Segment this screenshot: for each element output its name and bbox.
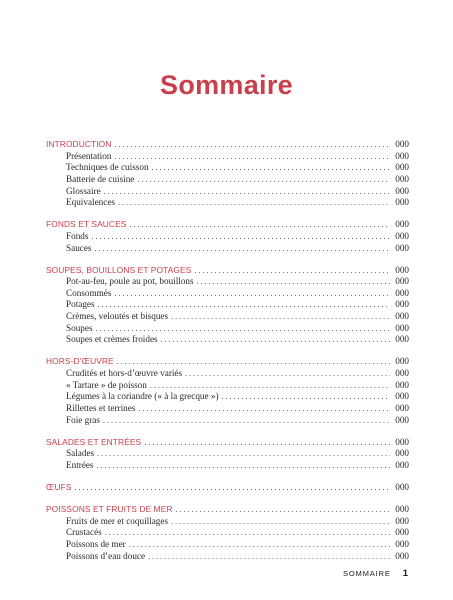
dot-leader bbox=[222, 391, 390, 403]
page-ref: 000 bbox=[395, 276, 409, 287]
dot-leader bbox=[150, 380, 390, 392]
page-ref: 000 bbox=[395, 311, 409, 322]
entry-title: Foie gras bbox=[66, 414, 100, 425]
toc-entry bbox=[46, 151, 409, 163]
toc-entry bbox=[46, 551, 409, 563]
dot-leader bbox=[171, 516, 390, 528]
entry-title: Batterie de cuisine bbox=[66, 173, 135, 184]
entry-title: Poissons de mer bbox=[66, 538, 126, 549]
entry-title: Rillettes et terrines bbox=[66, 402, 136, 413]
dot-leader bbox=[176, 504, 390, 516]
entry-title: Sauces bbox=[66, 242, 92, 253]
page-title: Sommaire bbox=[160, 70, 293, 100]
page-ref: 000 bbox=[395, 368, 409, 379]
dot-leader bbox=[96, 323, 390, 335]
page-ref: 000 bbox=[395, 299, 409, 310]
page-ref: 000 bbox=[395, 379, 409, 390]
entry-title: « Tartare » de poisson bbox=[66, 379, 147, 390]
toc-entry bbox=[46, 197, 409, 209]
section-title: SALADES ET ENTRÉES bbox=[46, 436, 142, 447]
dot-leader bbox=[152, 162, 390, 174]
page-ref: 000 bbox=[395, 264, 409, 275]
page-ref: 000 bbox=[395, 448, 409, 459]
dot-leader bbox=[138, 403, 390, 415]
dot-leader bbox=[171, 311, 390, 323]
page-ref: 000 bbox=[395, 391, 409, 402]
toc-entry bbox=[46, 334, 409, 346]
page-ref: 000 bbox=[395, 185, 409, 196]
dot-leader bbox=[114, 139, 390, 151]
page-ref: 000 bbox=[395, 242, 409, 253]
toc-entry bbox=[46, 186, 409, 198]
toc-entry bbox=[46, 368, 409, 380]
entry-title: Légumes à la coriandre (« à la grecque ») bbox=[66, 391, 219, 402]
entry-title: Glossaire bbox=[66, 185, 101, 196]
toc-section-heading bbox=[46, 504, 409, 516]
dot-leader bbox=[129, 219, 390, 231]
section-title: INTRODUCTION bbox=[46, 139, 112, 149]
toc-section bbox=[46, 437, 409, 472]
page-ref: 000 bbox=[395, 230, 409, 241]
dot-leader bbox=[114, 288, 390, 300]
toc-section bbox=[46, 219, 409, 254]
toc-entry bbox=[46, 391, 409, 403]
dot-leader bbox=[161, 334, 390, 346]
dot-leader bbox=[144, 437, 390, 449]
toc-section bbox=[46, 504, 409, 562]
toc-entry bbox=[46, 380, 409, 392]
page-ref: 000 bbox=[395, 515, 409, 526]
dot-leader bbox=[75, 482, 390, 494]
toc-entry bbox=[46, 403, 409, 415]
toc-entry bbox=[46, 415, 409, 427]
entry-title: Fonds bbox=[66, 230, 89, 241]
toc-section bbox=[46, 139, 409, 209]
dot-leader bbox=[91, 231, 390, 243]
toc-section-heading bbox=[46, 219, 409, 231]
page-ref: 000 bbox=[395, 150, 409, 161]
entry-title: Pot-au-feu, poule au pot, bouillons bbox=[66, 276, 194, 287]
toc-entry bbox=[46, 448, 409, 460]
dot-leader bbox=[103, 415, 390, 427]
toc-entry bbox=[46, 288, 409, 300]
page-ref: 000 bbox=[395, 402, 409, 413]
dot-leader bbox=[97, 460, 390, 472]
page-ref: 000 bbox=[395, 436, 409, 447]
toc-entry bbox=[46, 243, 409, 255]
toc-section-heading bbox=[46, 139, 409, 151]
entry-title: Poissons d’eau douce bbox=[66, 550, 146, 561]
entry-title: Salades bbox=[66, 448, 95, 459]
toc-section-heading bbox=[46, 356, 409, 368]
entry-title: Crustacés bbox=[66, 527, 102, 538]
toc-entry bbox=[46, 323, 409, 335]
dot-leader bbox=[194, 265, 390, 277]
dot-leader bbox=[137, 174, 390, 186]
dot-leader bbox=[98, 299, 390, 311]
running-footer-label: SOMMAIRE bbox=[342, 569, 391, 578]
page-ref: 000 bbox=[395, 527, 409, 538]
entry-title: Crudités et hors-d’œuvre variés bbox=[66, 368, 183, 379]
page-ref: 000 bbox=[395, 356, 409, 367]
dot-leader bbox=[114, 151, 390, 163]
toc-section-heading bbox=[46, 482, 409, 494]
entry-title: Equivalences bbox=[66, 197, 115, 208]
dot-leader bbox=[148, 551, 390, 563]
toc-entry bbox=[46, 231, 409, 243]
page-ref: 000 bbox=[395, 173, 409, 184]
entry-title: Entrées bbox=[66, 459, 94, 470]
page-ref: 000 bbox=[395, 197, 409, 208]
page-footer bbox=[343, 568, 408, 579]
toc-section-heading bbox=[46, 437, 409, 449]
entry-title: Techniques de cuisson bbox=[66, 162, 149, 173]
page-ref: 000 bbox=[395, 322, 409, 333]
entry-title: Consommés bbox=[66, 287, 112, 298]
page-number: 1 bbox=[402, 568, 408, 579]
section-title: HORS-D’ŒUVRE bbox=[46, 356, 114, 367]
toc-section bbox=[46, 482, 409, 494]
dot-leader bbox=[117, 356, 390, 368]
toc-entry bbox=[46, 299, 409, 311]
dot-leader bbox=[95, 243, 390, 255]
page-ref: 000 bbox=[395, 414, 409, 425]
section-title: POISSONS ET FRUITS DE MER bbox=[46, 504, 173, 514]
dot-leader bbox=[118, 197, 390, 209]
dot-leader bbox=[104, 186, 390, 198]
table-of-contents bbox=[46, 139, 409, 573]
page-ref: 000 bbox=[395, 538, 409, 549]
page-ref: 000 bbox=[395, 459, 409, 470]
page-ref: 000 bbox=[395, 219, 409, 230]
dot-leader bbox=[197, 276, 390, 288]
toc-entry bbox=[46, 516, 409, 528]
page-ref: 000 bbox=[395, 481, 409, 492]
page-ref: 000 bbox=[395, 162, 409, 173]
dot-leader bbox=[105, 527, 390, 539]
page-ref: 000 bbox=[395, 139, 409, 149]
page-ref: 000 bbox=[395, 504, 409, 514]
toc-entry bbox=[46, 539, 409, 551]
toc-entry bbox=[46, 276, 409, 288]
entry-title: Crèmes, veloutés et bisques bbox=[66, 311, 169, 322]
toc-section-heading bbox=[46, 265, 409, 277]
page-ref: 000 bbox=[395, 287, 409, 298]
page-ref: 000 bbox=[395, 550, 409, 561]
toc-entry bbox=[46, 311, 409, 323]
entry-title: Fruits de mer et coquillages bbox=[66, 515, 169, 526]
entry-title: Présentation bbox=[66, 150, 112, 161]
entry-title: Soupes et crèmes froides bbox=[66, 334, 158, 345]
toc-entry bbox=[46, 162, 409, 174]
toc-section bbox=[46, 356, 409, 426]
toc-entry bbox=[46, 527, 409, 539]
toc-section bbox=[46, 265, 409, 346]
entry-title: Soupes bbox=[66, 322, 93, 333]
section-title: FONDS ET SAUCES bbox=[46, 219, 127, 230]
section-title: ŒUFS bbox=[46, 481, 72, 492]
dot-leader bbox=[129, 539, 390, 551]
page-ref: 000 bbox=[395, 334, 409, 345]
entry-title: Potages bbox=[66, 299, 95, 310]
dot-leader bbox=[185, 368, 390, 380]
dot-leader bbox=[97, 448, 390, 460]
toc-entry bbox=[46, 460, 409, 472]
toc-entry bbox=[46, 174, 409, 186]
section-title: SOUPES, BOUILLONS ET POTAGES bbox=[46, 264, 192, 275]
